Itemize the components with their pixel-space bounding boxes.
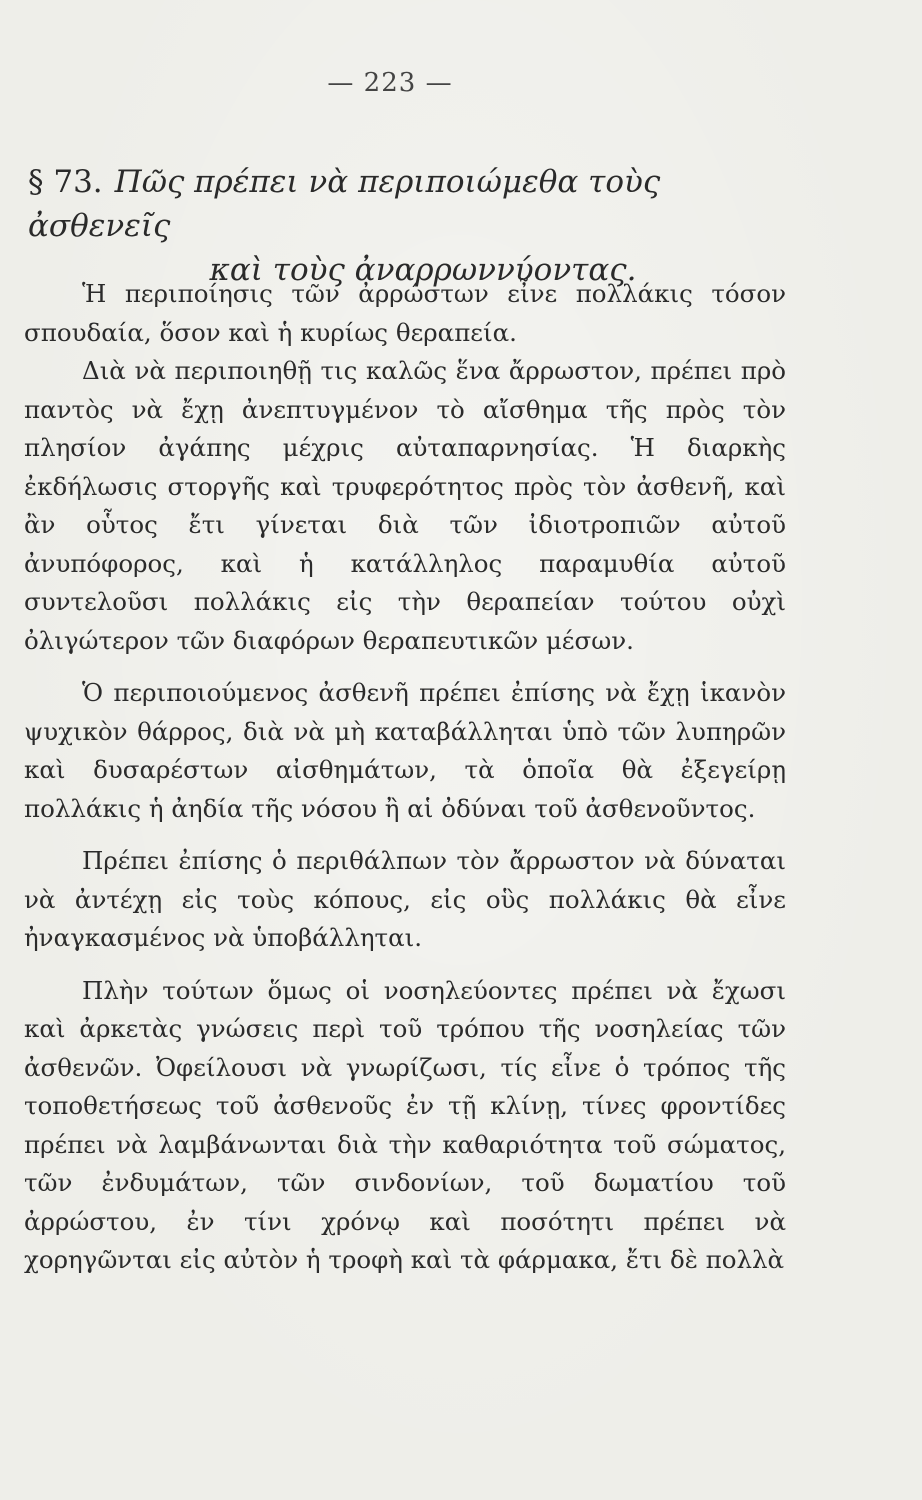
section-title-line-2: καὶ τοὺς ἀναρρωννύοντας.: [209, 252, 637, 288]
paragraph-4: Πρέπει ἐπίσης ὁ περιθάλπων τὸν ἄρρωστον νὰ δύναται νὰ ἀντέχῃ εἰς τοὺς κόπους, εἰς οὓς πολλάκις θὰ εἶνε ἠναγκασμένος νὰ ὑποβάλληται.: [24, 846, 786, 952]
page-number: — 223 —: [327, 68, 453, 98]
paragraph-1: Ἡ περιποίησις τῶν ἀρρώστων εἶνε πολλάκις τόσον σπουδαία, ὅσον καὶ ἡ κυρίως θεραπεία.: [24, 279, 786, 347]
section-number: § 73.: [28, 164, 103, 200]
section-heading: [28, 160, 788, 292]
section-title-line-1: Πῶς πρέπει νὰ περιποιώμεθα τοὺς ἀσθενεῖς: [28, 164, 661, 244]
paragraph-5: Πλὴν τούτων ὅμως οἱ νοσηλεύοντες πρέπει νὰ ἔχωσι καὶ ἀρκετὰς γνώσεις περὶ τοῦ τρόπου τῆς νοσηλείας τῶν ἀσθενῶν. Ὀφείλουσι νὰ γνωρίζωσι, τίς εἶνε ὁ τρόπος τῆς τοποθετήσεως τοῦ ἀσθενοῦς ἐν τῇ κλίνῃ, τίνες φροντίδες πρέπει νὰ λαμβάνωνται διὰ τὴν καθαριότητα τοῦ σώματος, τῶν ἐνδυμάτων, τῶν σινδονίων, τοῦ δωματίου τοῦ ἀρρώστου, ἐν τίνι χρόνῳ καὶ ποσότητι πρέπει νὰ χορηγῶνται εἰς αὐτὸν ἡ τροφὴ καὶ τὰ φάρμακα, ἔτι δὲ πολλὰ: [24, 975, 786, 1274]
paragraph-2: Διὰ νὰ περιποιηθῇ τις καλῶς ἕνα ἄρρωστον, πρέπει πρὸ παντὸς νὰ ἔχῃ ἀνεπτυγμένον τὸ αἴσθημα τῆς πρὸς τὸν πλησίον ἀγάπης μέχρις αὐταπαρνησίας. Ἡ διαρκὴς ἐκδήλωσις στοργῆς καὶ τρυφερότητος πρὸς τὸν ἀσθενῆ, καὶ ἂν οὗτος ἔτι γίνεται διὰ τῶν ἰδιοτροπιῶν αὐτοῦ ἀνυπόφορος, καὶ ἡ κατάλληλος παραμυθία αὐτοῦ συντελοῦσι πολλάκις εἰς τὴν θεραπείαν τούτου οὐχὶ ὀλιγώτερον τῶν διαφόρων θεραπευτικῶν μέσων.: [24, 356, 786, 655]
paragraph-3: Ὁ περιποιούμενος ἀσθενῆ πρέπει ἐπίσης νὰ ἔχῃ ἱκανὸν ψυχικὸν θάρρος, διὰ νὰ μὴ καταβάλληται ὑπὸ τῶν λυπηρῶν καὶ δυσαρέστων αἰσθημάτων, τὰ ὁποῖα θὰ ἐξεγείρῃ πολλάκις ἡ ἀηδία τῆς νόσου ἢ αἱ ὀδύναι τοῦ ἀσθενοῦντος.: [24, 678, 786, 823]
body-text: [24, 275, 786, 1280]
